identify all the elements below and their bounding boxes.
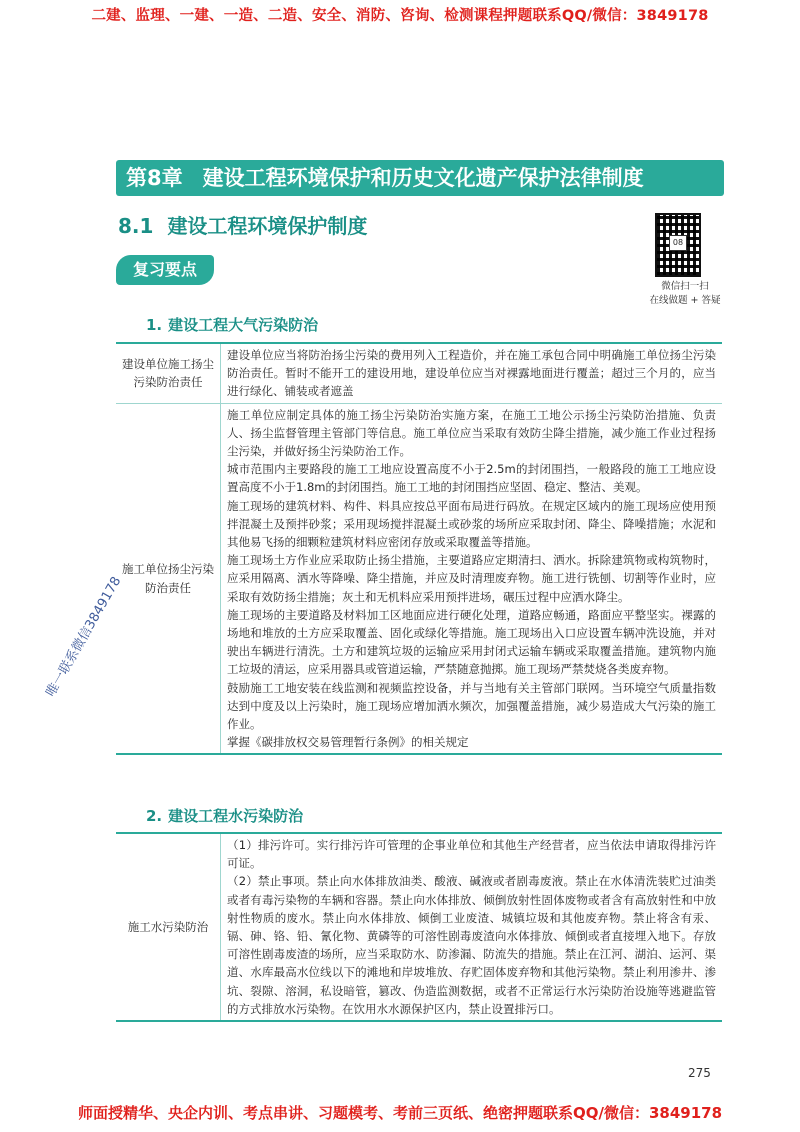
paragraph: （2）禁止事项。禁止向水体排放油类、酸液、碱液或者剧毒废液。禁止在水体清洗装贮过油类或者有毒污染物的车辆和容器。禁止向水体排放、倾倒放射性固体废物或者含有高放射性和中放射性物质的废水。禁止向水体排放、倾倒工业废渣、城镇垃圾和其他废弃物。禁止将含有汞、镉、砷、铬、铅、氰化物、黄磷等的可溶性剧毒废渣向水体排放、倾倒或者直接埋入地下。存放可溶性剧毒废渣的场所，应当采取防水、防渗漏、防流失的措施。禁止在江河、湖泊、运河、渠道、水库最高水位线以下的滩地和岸坡堆放、存贮固体废弃物和其他污染物。禁止利用渗井、渗坑、裂隙、溶洞，私设暗管，篡改、伪造监测数据，或者不正常运行水污染防治设施等逃避监管的方式排放水污染物。在饮用水水源保护区内，禁止设置排污口。 — [227, 874, 716, 1016]
row-label: 施工单位扬尘污染防治责任 — [116, 403, 221, 754]
paragraph: 鼓励施工工地安装在线监测和视频监控设备，并与当地有关主管部门联网。当环境空气质量指数达到中度及以上污染时，施工现场应增加洒水频次，加强覆盖措施，减少易造成大气污染的施工作业。 — [227, 680, 716, 732]
row-label: 施工水污染防治 — [116, 833, 221, 1021]
section-heading — [118, 210, 367, 239]
paragraph: 施工现场的主要道路及材料加工区地面应进行硬化处理，道路应畅通，路面应平整坚实。裸露的场地和堆放的土方应采取覆盖、固化或绿化等措施。施工现场出入口应设置车辆冲洗设施，并对驶出车辆进行清洗。土方和建筑垃圾的运输应采用封闭式运输车辆或采取覆盖措施。建筑物内施工垃圾的清运，应采用器具或管道运输，严禁随意抛掷。施工现场严禁焚烧各类废弃物。 — [227, 607, 716, 677]
subsection-1-title: 建设工程大气污染防治 — [168, 316, 319, 334]
subsection-2-heading — [146, 805, 303, 826]
qr-caption-line2: 在线做题 + 答疑 — [649, 295, 721, 306]
section-title: 建设工程环境保护制度 — [167, 214, 368, 238]
review-points-badge: 复习要点 — [116, 255, 214, 285]
paragraph: 建设单位应当将防治扬尘污染的费用列入工程造价，并在施工承包合同中明确施工单位扬尘污染防治责任。暂时不能开工的建设用地，建设单位应当对裸露地面进行覆盖；超过三个月的，应当进行绿化、铺装或者遮盖 — [227, 348, 716, 399]
paragraph: 掌握《碳排放权交易管理暂行条例》的相关规定 — [227, 735, 469, 750]
table-row — [116, 343, 722, 403]
paragraph: （1）排污许可。实行排污许可管理的企事业单位和其他生产经营者，应当依法申请取得排污许可证。 — [227, 838, 716, 871]
subsection-1-number: 1. — [146, 316, 163, 334]
paragraph: 施工现场土方作业应采取防止扬尘措施，主要道路应定期清扫、洒水。拆除建筑物或构筑物时，应采用隔离、洒水等降噪、降尘措施，并应及时清理废弃物。施工进行铣刨、切割等作业时，应采取有效防扬尘措施；灰土和无机料应采用预拌进场，碾压过程中应洒水降尘。 — [227, 553, 716, 604]
air-pollution-table — [116, 342, 722, 755]
paragraph: 城市范围内主要路段的施工工地应设置高度不小于2.5m的封闭围挡，一般路段的施工工地应设置高度不小于1.8m的封闭围挡。施工工地的封闭围挡应坚固、稳定、整洁、美观。 — [227, 462, 716, 495]
table-row — [116, 833, 722, 1021]
row-content — [221, 833, 723, 1021]
subsection-2-title: 建设工程水污染防治 — [168, 807, 304, 825]
subsection-2-number: 2. — [146, 807, 163, 825]
section-number: 8.1 — [118, 214, 154, 238]
top-promo-banner: 二建、监理、一建、一造、二造、安全、消防、咨询、检测课程押题联系QQ/微信：3849178 — [91, 8, 709, 24]
paragraph: 施工现场的建筑材料、构件、料具应按总平面布局进行码放。在规定区域内的施工现场应使用预拌混凝土及预拌砂浆；采用现场搅拌混凝土或砂浆的场所应采取封闭、降尘、降噪措施；水泥和其他易飞扬的细颗粒建筑材料应密闭存放或采取覆盖等措施。 — [227, 498, 716, 550]
qr-caption-line1: 微信扫一扫 — [661, 281, 709, 292]
page-number: 275 — [688, 1066, 711, 1080]
qr-caption — [640, 280, 730, 308]
row-content — [221, 343, 723, 403]
paragraph: 施工单位应制定具体的施工扬尘污染防治实施方案，在施工工地公示扬尘污染防治措施、负责人、扬尘监督管理主管部门等信息。施工单位应当采取有效防尘降尘措施，减少施工作业过程扬尘污染，并做好扬尘污染防治工作。 — [227, 407, 716, 459]
watermark-text: 唯一联系微信3849178 — [43, 574, 125, 700]
row-content — [221, 403, 723, 754]
qr-center-label: 08 — [669, 235, 687, 251]
subsection-1-heading — [146, 314, 318, 335]
chapter-number: 第8章 — [126, 166, 183, 190]
row-label: 建设单位施工扬尘污染防治责任 — [116, 343, 221, 403]
water-pollution-table — [116, 832, 722, 1022]
chapter-title: 建设工程环境保护和历史文化遗产保护法律制度 — [202, 166, 644, 190]
chapter-heading — [116, 160, 724, 196]
table-row — [116, 403, 722, 754]
bottom-promo-banner: 师面授精华、央企内训、考点串讲、习题模考、考前三页纸、绝密押题联系QQ/微信：3849178 — [77, 1104, 723, 1122]
